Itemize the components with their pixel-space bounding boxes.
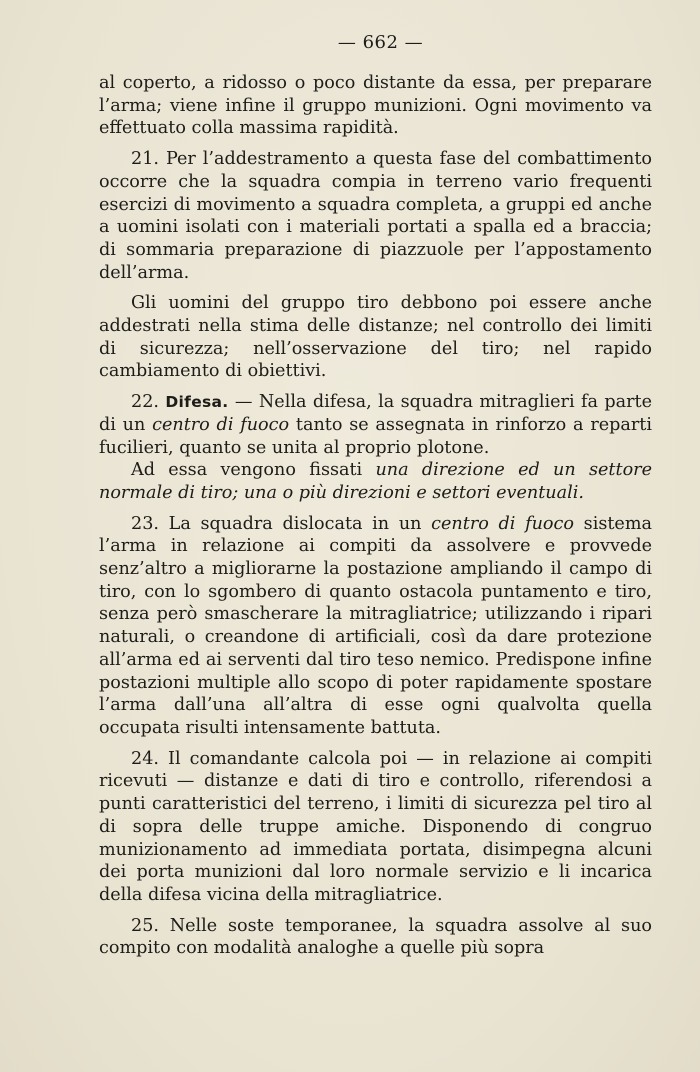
emphasis: una direzione ed un settore normale di tiro; una o più direzioni e settori eventuali. — [99, 460, 652, 503]
text-run: tanto se assegnata in rinforzo a reparti fucilieri, quanto se unita al proprio plotone. — [99, 414, 652, 458]
text-run: — Nella difesa, la squadra mitraglieri fa parte di un — [99, 392, 653, 435]
page-number: — 662 — — [337, 32, 424, 53]
paragraph-23 — [99, 513, 652, 740]
section-heading: Difesa. — [165, 393, 229, 412]
paragraph: Gli uomini del gruppo tiro debbono poi essere anche addestrati nella stima delle distanze; nel controllo dei limiti di sicurezza; nell’osservazione del tiro; nel rapido cambiamento di obiettivi. — [99, 293, 652, 382]
paragraph-24: 24. Il comandante calcola poi — in relazione ai compiti ricevuti — distanze e dati di tiro e controllo, riferendosi a punti caratteristici del terreno, i limiti di sicurezza pel tiro al di sopra delle truppe amiche. Disponendo di congruo munizionamento ad immediata portata, disimpegna alcuni dei porta munizioni dal loro normale servizio e li incarica della difesa vicina della mitragliatrice. — [99, 748, 652, 905]
text-run: sistema l’arma in relazione ai compiti da assolvere e provvede senz’altro a migliorarne la postazione ampliando il campo di tiro, con lo sgombero di quanto ostacola puntamento e tiro, senza però smascherare la mitragliatrice; utilizzando i ripari naturali, o creandone di artificiali, così da dare protezione all’arma ed ai serventi dal tiro teso nemico. Predispone infine postazioni multiple allo scopo di poter rapidamente spostare l’arma dall’una all’altra di esse ogni qualvolta quella occupata risulti intensamente battuta. — [99, 513, 653, 738]
paragraph — [99, 459, 652, 504]
paragraph-number: 22. — [131, 392, 159, 413]
paragraph: al coperto, a ridosso o poco distante da essa, per preparare l’arma; viene infine il gruppo munizioni. Ogni movimento va effettuato colla massima rapidità. — [99, 73, 652, 139]
emphasis: centro di fuoco — [431, 513, 574, 534]
paragraph-25: 25. Nelle soste temporanee, la squadra assolve al suo compito con modalità analoghe a quelle più sopra — [99, 915, 652, 959]
paragraph-21: 21. Per l’addestramento a questa fase del combattimento occorre che la squadra compia in terreno vario frequenti esercizi di movimento a squadra completa, a gruppi ed anche a uomini isolati con i materiali portati a spalla ed a braccia; di sommaria preparazione di piazzuole per l’appostamento dell’arma. — [99, 149, 652, 283]
paragraph-22 — [99, 391, 652, 459]
emphasis: centro di fuoco — [152, 414, 290, 435]
text-run: Ad essa vengono fissati — [131, 460, 376, 481]
text-run: 23. La squadra dislocata in un — [131, 513, 432, 534]
body-text — [99, 72, 652, 960]
